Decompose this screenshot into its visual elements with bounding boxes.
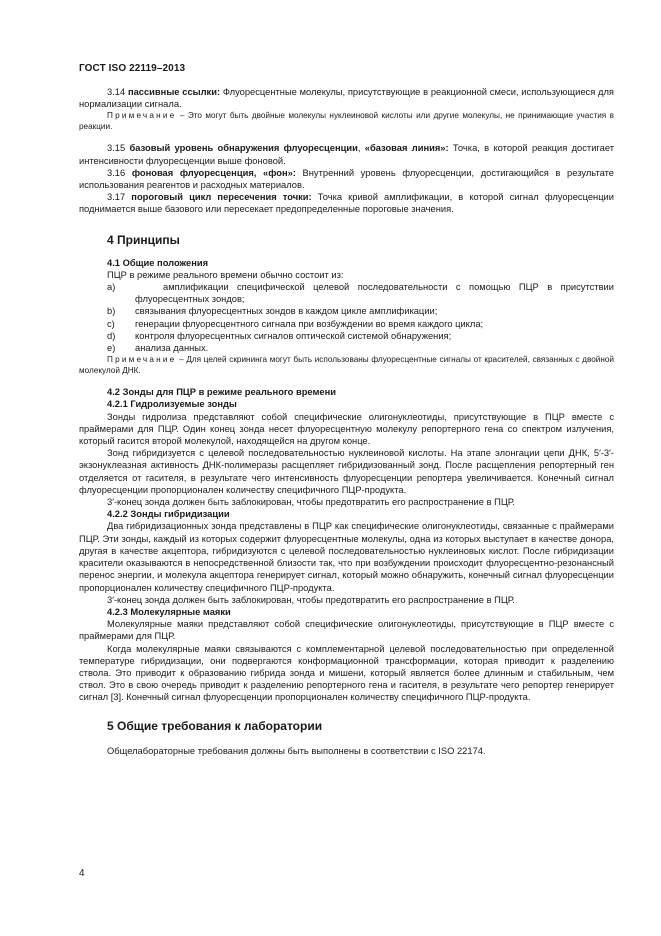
separator: , — [357, 143, 365, 154]
list-marker: c) — [107, 318, 115, 329]
list-marker: d) — [107, 330, 116, 341]
definition-text: Флуоресцентные молекулы, присутствующие в реакционной смеси, использующиеся для нормализации сигнала. — [79, 87, 614, 110]
list-marker: b) — [107, 306, 116, 317]
section-4-1-intro: ПЦР в режиме реального времени обычно состоит из: — [107, 269, 344, 280]
definition-3-16 — [79, 167, 614, 191]
list-item — [79, 330, 614, 342]
note-text: – Для целей скрининга могут быть использованы флуоресцентные сигналы от красителей, связанных с двойной молекулой ДНК. — [79, 355, 614, 376]
paragraph: Молекулярные маяки представляют собой специфические олигонуклеотиды, присутствующие в ПЦР вместе с праймерами для ПЦР. — [79, 619, 614, 642]
list-item — [79, 305, 614, 317]
list-text: анализа данных. — [135, 343, 209, 354]
note-label: Примечание — [107, 111, 177, 121]
paragraph: 3′-конец зонда должен быть заблокирован, чтобы предотвратить его распространение в ПЦР. — [107, 594, 515, 605]
note-text: – Это могут быть двойные молекулы нуклеиновой кислоты или другие молекулы, не принимающие участия в реакции. — [79, 111, 614, 132]
clause-number: 3.14 — [107, 87, 128, 97]
document-header: ГОСТ ISO 22119–2013 — [79, 63, 186, 74]
section-4-2-2-title: 4.2.2 Зонды гибридизации — [107, 509, 230, 520]
list-item — [79, 281, 614, 305]
definition-3-15 — [79, 142, 614, 166]
paragraph: Когда молекулярные маяки связываются с комплементарной целевой последовательностью при определенной температуре гибридизации, они подвергаются конформационной трансформации, которая приводит к разделению ствола. Это приводит к образованию гибрида зонда и мишени, который является более длинным и стабильным, чем ствол. Это в свою очередь приводит к разделению репортерного гена и гасителя, в результате чего репортер генерирует сигнал [3]. Конечный сигнал флуоресценции пропорционален количеству специфичного ПЦР-продукта. — [79, 643, 614, 703]
list-marker: e) — [107, 343, 116, 354]
term: пассивные ссылки: — [127, 87, 221, 97]
term-synonym: «базовая линия»: — [364, 143, 449, 154]
definition-text: Точка кривой амплификации, в которой сигнал флуоресценции поднимается выше базового или пересекает предопределенные пороговые значения. — [79, 192, 614, 215]
paragraph: Общелабораторные требования должны быть выполнены в соответствии с ISO 22174. — [107, 745, 486, 756]
paragraph: 3′-конец зонда должен быть заблокирован, чтобы предотвратить его распространение в ПЦР. — [107, 497, 515, 508]
definition-3-14 — [79, 86, 614, 110]
paragraph: Два гибридизационных зонда представлены в ПЦР как специфические олигонуклеотиды, связанные с праймерами ПЦР. Эти зонды, каждый из которых содержит флуоресцентные молекулы, одна из которых выступает в качестве донора, другая в качестве акцептора, гибридизуются с целевой последовательностью нуклеиновых кислот. После гибридизации красители оказываются в непосредственной близости так, что при возбуждении происходит флуоресцентно-резонансный перенос энергии, и молекула акцептора генерирует сигнал, который можно обнаружить, конечный сигнал флуоресценции пропорционален количеству специфичного ПЦР-продукта. — [79, 521, 614, 593]
section-4-1-title: 4.1 Общие положения — [107, 257, 209, 268]
section-5-title: 5 Общие требования к лаборатории — [107, 718, 323, 733]
page-content — [79, 86, 614, 757]
term: базовый уровень обнаружения флуоресценции — [129, 143, 358, 154]
list-text: амплификации специфической целевой последовательности с помощью ПЦР в присутствии флуоресцентных зондов; — [135, 282, 614, 305]
section-4-2-1-title: 4.2.1 Гидролизуемые зонды — [107, 399, 237, 410]
paragraph: Зонд гибридизуется с целевой последовательностью нуклеиновой кислоты. На этапе элонгации цепи ДНК, 5′-3′-экзонуклеазная активность ДНК-полимеразы расщепляет гибридизованный зонд. После расщепления репортерный ген отделяется от гасителя, в результате чего интенсивность флуоресценции репортера увеличивается. Конечный сигнал флуоресценции пропорционален количеству специфичного ПЦР-продукта. — [79, 448, 614, 495]
list-item — [79, 318, 614, 330]
definition-text: Внутренний уровень флуоресценции, достигающийся в результате использования реагентов и расходных материалов. — [79, 167, 614, 191]
list-text: генерации флуоресцентного сигнала при возбуждении во время каждого цикла; — [135, 318, 484, 329]
list-item — [79, 342, 614, 354]
paragraph: Зонды гидролиза представляют собой специфические олигонуклеотиды, присутствующие в ПЦР вместе с праймерами для ПЦР. Один конец зонда несет флуоресцентную молекулу репортерного гена со спектром излучения, который гасится второй молекулой, находящейся на другом конце. — [79, 411, 614, 447]
page-number: 4 — [79, 868, 85, 879]
note-label: Примечание — [107, 355, 177, 365]
section-4-2-3-title: 4.2.3 Молекулярные маяки — [107, 606, 231, 617]
note-4-1 — [79, 354, 614, 376]
clause-number: 3.16 — [107, 167, 132, 178]
term: пороговый цикл пересечения точки: — [131, 192, 312, 203]
definition-text: Точка, в которой реакция достигает интенсивности флуоресценции выше фоновой. — [79, 143, 614, 166]
clause-number: 3.15 — [107, 143, 130, 154]
definition-3-17 — [79, 191, 614, 215]
section-4-title: 4 Принципы — [107, 232, 180, 247]
note-3-14 — [79, 110, 614, 132]
list-text: связывания флуоресцентных зондов в каждом цикле амплификации; — [135, 306, 438, 317]
clause-number: 3.17 — [107, 192, 132, 203]
term: фоновая флуоресценция, «фон»: — [131, 167, 296, 178]
list-text: контроля флуоресцентных сигналов оптической системой обнаружения; — [135, 330, 452, 341]
list-marker: a) — [107, 282, 116, 293]
section-4-2-title: 4.2 Зонды для ПЦР в режиме реального времени — [107, 387, 336, 398]
